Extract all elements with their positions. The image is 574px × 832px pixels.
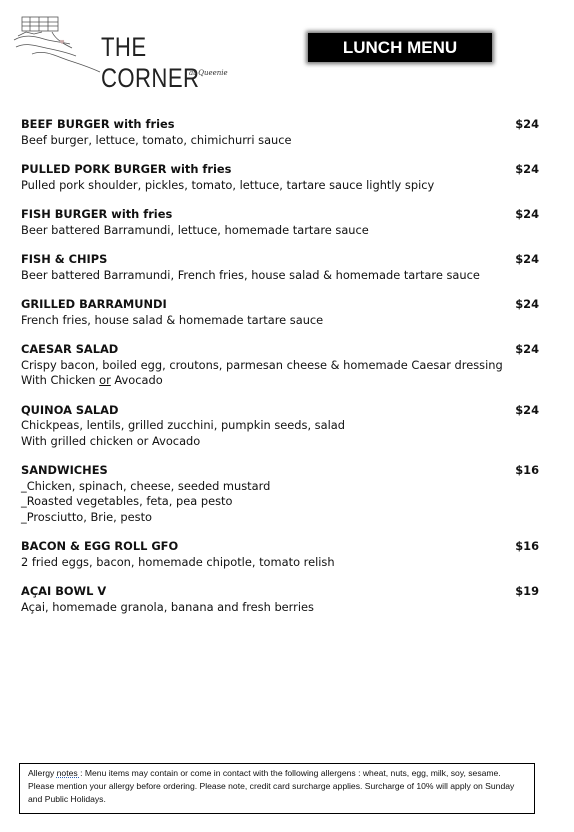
allergy-notes-label: notes xyxy=(56,768,81,778)
logo xyxy=(12,14,242,93)
item-name: SANDWICHES xyxy=(21,463,108,477)
item-price: $24 xyxy=(515,207,539,221)
menu-item xyxy=(21,297,541,328)
item-description: Crispy bacon, boiled egg, croutons, parmesan cheese & homemade Caesar dressing xyxy=(21,357,503,372)
item-description: With grilled chicken or Avocado xyxy=(21,433,201,448)
item-description: Pulled pork shoulder, pickles, tomato, lettuce, tartare sauce lightly spicy xyxy=(21,177,435,192)
item-name: CAESAR SALAD xyxy=(21,342,119,356)
allergy-notes-box xyxy=(19,763,535,814)
item-price: $24 xyxy=(515,117,539,131)
item-description: Açai, homemade granola, banana and fresh berries xyxy=(21,599,314,614)
item-description: Beer battered Barramundi, French fries, house salad & homemade tartare sauce xyxy=(21,267,480,282)
item-price: $24 xyxy=(515,162,539,176)
item-price: $19 xyxy=(515,584,539,598)
option-text: With Chicken xyxy=(21,373,100,387)
item-description: 2 fried eggs, bacon, homemade chipotle, tomato relish xyxy=(21,554,335,569)
option-text-underlined: or xyxy=(99,373,111,387)
item-price: $16 xyxy=(515,463,539,477)
menu-title-banner: LUNCH MENU xyxy=(308,33,492,62)
option-text: Avocado xyxy=(110,373,163,387)
menu-item xyxy=(21,539,541,570)
item-name: QUINOA SALAD xyxy=(21,402,119,417)
item-name: BEEF BURGER with fries xyxy=(21,117,175,131)
allergy-prefix: Allergy xyxy=(28,768,57,778)
item-price: $16 xyxy=(515,539,539,553)
item-description: Chickpeas, lentils, grilled zucchini, pumpkin seeds, salad xyxy=(21,418,345,432)
item-name: AÇAI BOWL V xyxy=(21,584,107,598)
item-price: $24 xyxy=(515,252,539,266)
item-price: $24 xyxy=(515,297,539,311)
menu-item xyxy=(21,162,541,193)
item-description: Beer battered Barramundi, lettuce, homemade tartare sauce xyxy=(21,222,369,237)
menu-item xyxy=(21,403,541,450)
item-description: _Prosciutto, Brie, pesto xyxy=(21,509,153,524)
menu-item xyxy=(21,342,541,389)
item-name: FISH BURGER with fries xyxy=(21,207,173,221)
item-name: PULLED PORK BURGER with fries xyxy=(21,162,232,176)
menu-item xyxy=(21,117,541,148)
item-description: French fries, house salad & homemade tartare sauce xyxy=(21,312,324,327)
menu-item xyxy=(21,207,541,238)
item-price: $24 xyxy=(515,402,539,417)
item-description: Beef burger, lettuce, tomato, chimichurri sauce xyxy=(21,132,292,147)
item-price: $24 xyxy=(515,342,539,356)
item-option xyxy=(21,373,541,389)
menu-item xyxy=(21,252,541,283)
logo-title: THE CORNER xyxy=(101,32,200,93)
menu-list xyxy=(21,117,541,629)
item-name: FISH & CHIPS xyxy=(21,252,108,266)
allergy-notes-text: : Menu items may contain or come in contact with the following allergens : wheat, nuts, egg, milk, soy, sesame. Please mention your allergy before ordering. Please note, credit card surcharge applies. Surcharge of 10% will apply on Sunday and Public Holidays. xyxy=(28,768,515,804)
logo-subtitle: at Queenie xyxy=(189,69,228,77)
item-name: GRILLED BARRAMUNDI xyxy=(21,297,167,311)
menu-item xyxy=(21,463,541,525)
item-description: _Roasted vegetables, feta, pea pesto xyxy=(21,494,233,508)
item-description: _Chicken, spinach, cheese, seeded mustard xyxy=(21,478,271,493)
item-name: BACON & EGG ROLL GFO xyxy=(21,539,179,553)
coastline-sketch-icon xyxy=(12,14,102,76)
menu-item xyxy=(21,584,541,615)
